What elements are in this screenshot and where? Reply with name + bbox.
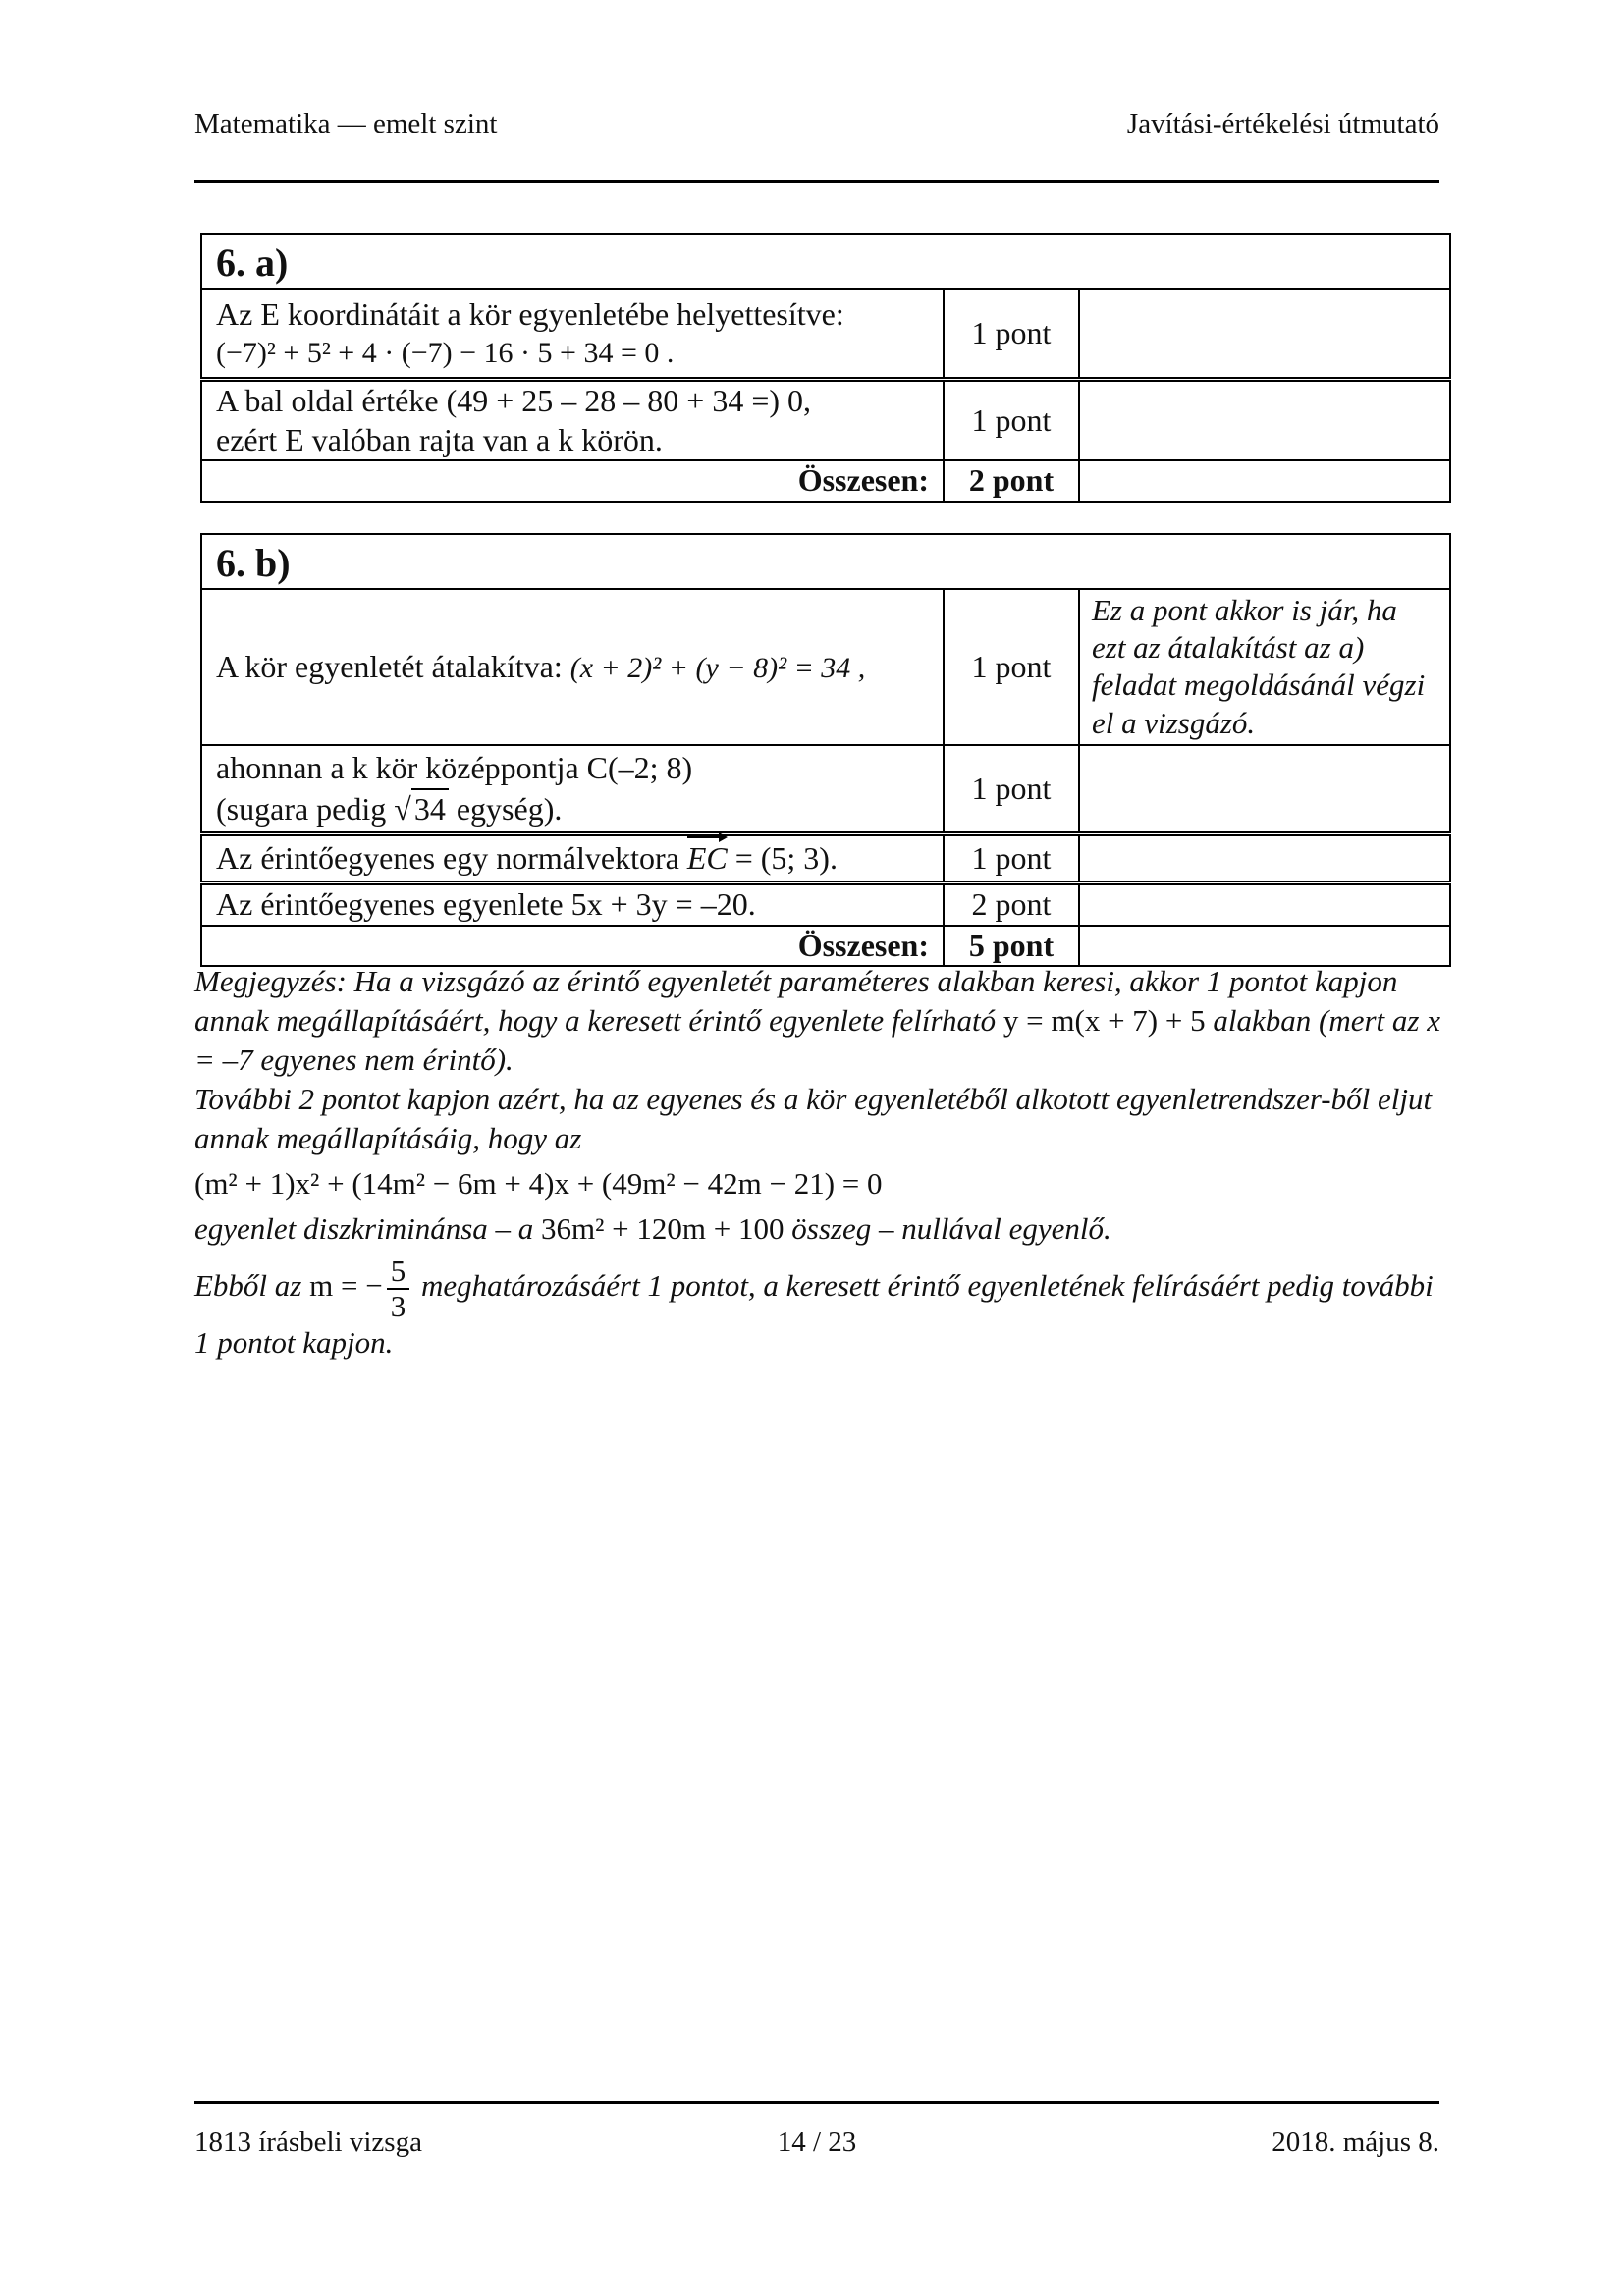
note-paragraph-2: További 2 pontot kapjon azért, ha az egyenes és a kör egyenletéből alkotott egyenletrendszer-ből eljut annak megállapításáig, hogy az (194, 1082, 1433, 1155)
solution-text: Az érintőegyenes egy normálvektora (216, 839, 679, 876)
remark-cell (1079, 380, 1450, 461)
remark-cell (1079, 460, 1450, 502)
points-cell: 1 pont (944, 380, 1079, 461)
header-rule (194, 180, 1439, 183)
table-part-a (200, 233, 1451, 503)
total-row (201, 460, 1450, 502)
footer-rule (194, 2101, 1439, 2104)
total-label: Összesen: (201, 460, 944, 502)
note-text: Ebből az (194, 1268, 302, 1304)
solution-cell (201, 289, 944, 380)
note-text: egyenlet diszkriminánsa – a (194, 1211, 534, 1246)
table-part-b (200, 533, 1451, 967)
table-row (201, 882, 1450, 925)
table-row (201, 745, 1450, 833)
note-formula: 36m² + 120m + 100 (541, 1211, 785, 1246)
note-paragraph-1 (194, 962, 1441, 1080)
note-formula: m = − (309, 1268, 383, 1304)
solution-formula: (−7)² + 5² + 4 · (−7) − 16 · 5 + 34 = 0 . (216, 336, 675, 369)
note-text: összeg – nullával egyenlő. (791, 1211, 1111, 1246)
points-cell: 1 pont (944, 289, 1079, 380)
remark-cell (1079, 289, 1450, 380)
note-text: alakban (mert az x = –7 egyenes nem érintő). (194, 1003, 1440, 1077)
remark-cell (1079, 833, 1450, 882)
fraction-denominator: 3 (390, 1289, 406, 1324)
footer-page-number: 14 / 23 (777, 2126, 857, 2158)
footer-exam-id: 1813 írásbeli vizsga (194, 2126, 422, 2158)
note-formula: y = m(x + 7) + 5 (1002, 1003, 1206, 1038)
total-value: 2 pont (944, 460, 1079, 502)
points-cell: 1 pont (944, 589, 1079, 746)
fraction (387, 1255, 410, 1323)
table-row (201, 380, 1450, 461)
remark-cell (1079, 745, 1450, 833)
points-cell: 1 pont (944, 745, 1079, 833)
points-cell: 1 pont (944, 833, 1079, 882)
solution-cell (201, 589, 944, 746)
header-doc-type: Javítási-értékelési útmutató (1126, 108, 1439, 139)
solution-cell (201, 745, 944, 833)
solution-text: A kör egyenletét átalakítva: (216, 648, 563, 684)
solution-text-post: egység). (456, 790, 563, 827)
note-equation: (m² + 1)x² + (14m² − 6m + 4)x + (49m² − 42m − 21) = 0 (194, 1166, 883, 1201)
solution-cell (201, 833, 944, 882)
solution-cell: Az érintőegyenes egyenlete 5x + 3y = –20. (201, 882, 944, 925)
note-block (194, 962, 1441, 1362)
note-text: Megjegyzés: Ha a vizsgázó az érintő egyenletét paraméteres alakban keresi, akkor 1 pontot kapjon annak megállapításáért, hogy a keresett érintő egyenlete felírható (194, 964, 1398, 1038)
solution-cell (201, 380, 944, 461)
remark-cell (1079, 926, 1450, 967)
sqrt-radicand: 34 (411, 788, 449, 829)
table-row (201, 589, 1450, 746)
solution-text: = (5; 3). (734, 839, 838, 876)
fraction-numerator: 5 (387, 1255, 410, 1290)
remark-cell: Ez a pont akkor is jár, ha ezt az átalakítást az a) feladat megoldásánál végzi el a vizsgázó. (1079, 589, 1450, 746)
points-cell: 2 pont (944, 882, 1079, 925)
total-label: Összesen: (201, 926, 944, 967)
note-paragraph-3 (194, 1209, 1441, 1249)
total-value: 5 pont (944, 926, 1079, 967)
header-subject: Matematika — emelt szint (194, 108, 498, 139)
table-row (201, 289, 1450, 380)
solution-formula: (x + 2)² + (y − 8)² = 34 , (569, 651, 866, 684)
solution-text: ezért E valóban rajta van a k körön. (216, 421, 663, 457)
footer-date: 2018. május 8. (1272, 2126, 1439, 2158)
solution-text: A bal oldal értéke (49 + 25 – 28 – 80 + 34 =) 0, (216, 383, 812, 419)
remark-cell (1079, 882, 1450, 925)
part-a-title: 6. a) (201, 234, 1450, 289)
solution-text-pre: (sugara pedig (216, 790, 387, 827)
part-b-title: 6. b) (201, 534, 1450, 589)
solution-text: ahonnan a k kör középpontja C(–2; 8) (216, 749, 693, 785)
table-row (201, 833, 1450, 882)
vector-ec: EC (687, 839, 728, 879)
note-text: meghatározásáért 1 pontot, a keresett érintő egyenletének felírásáért pedig további 1 pontot kapjon. (194, 1268, 1434, 1361)
note-paragraph-4 (194, 1255, 1441, 1362)
total-row (201, 926, 1450, 967)
sqrt-symbol: √34 (394, 788, 449, 829)
solution-text (216, 788, 929, 829)
solution-text: Az E koordinátáit a kör egyenletébe helyettesítve: (216, 295, 844, 332)
